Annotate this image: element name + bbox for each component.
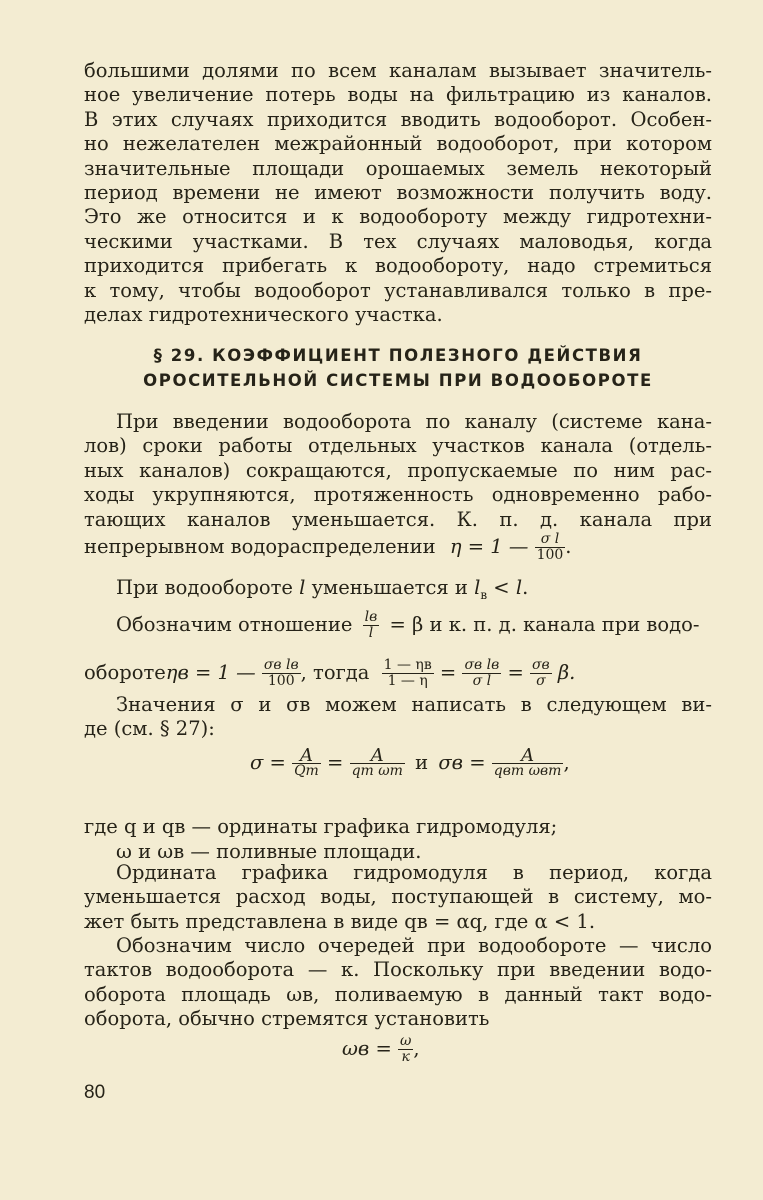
fraction [462, 658, 501, 689]
text-line: де (см. § 27): [84, 717, 215, 741]
formula-end: . [565, 535, 572, 558]
text-line: приходится прибегать к водообороту, надо стремиться [84, 254, 712, 278]
fraction-numerator: A [492, 748, 564, 764]
fraction [530, 658, 552, 689]
subscript: в [480, 587, 488, 602]
relation: < [493, 576, 510, 599]
formula-prefix: обороте [84, 661, 166, 684]
formula-end: , [413, 1037, 420, 1060]
fraction [262, 658, 301, 689]
text-line: период времени не имеют возможности получить воду. [84, 181, 712, 205]
formula-prefix: Обозначим отношение [116, 613, 353, 636]
text-line: ходы укрупняются, протяженность одновременно рабо- [84, 483, 712, 507]
formula-beta [116, 610, 699, 641]
formula-rhs: σв = [438, 751, 486, 774]
fraction-denominator: 100 [267, 673, 295, 689]
text-line: оборота площадь ωв, поливаемую в данный такт водо- [84, 982, 712, 1006]
fraction [350, 745, 405, 779]
paragraph-3 [84, 693, 712, 742]
text-line: Ордината графика гидромодуля в период, когда [116, 861, 712, 884]
formula-sigma [250, 745, 570, 779]
text-line: большими долями по всем каналам вызывает значитель- [84, 59, 712, 82]
fraction-denominator: 1 — η [387, 673, 428, 689]
text-line: но нежелателен межрайонный водооборот, при котором [84, 132, 712, 156]
fraction-denominator: qвm ωвm [493, 763, 562, 779]
text-line: При введении водооборота по каналу (системе кана- [116, 410, 712, 433]
text-line: В этих случаях приходится вводить водооборот. Особен- [84, 107, 712, 131]
fraction-numerator: ω [400, 1033, 412, 1049]
text-line: к тому, чтобы водооборот устанавливался только в пре- [84, 278, 712, 302]
formula-lhs: ηв = 1 — [165, 661, 256, 684]
equals: = [507, 661, 524, 684]
text: При водообороте [116, 576, 293, 599]
fraction-numerator: lв [364, 609, 378, 625]
fraction-numerator: σ l [535, 532, 566, 548]
fraction [292, 745, 321, 779]
symbol-l: l [515, 576, 523, 599]
text: . [522, 576, 529, 599]
page-number: 80 [84, 1082, 106, 1103]
conjunction: и [415, 751, 429, 774]
text-line: жет быть представлена в виде qв = αq, где α < 1. [84, 909, 596, 933]
formula-lhs: η = 1 — [449, 535, 529, 558]
text-line: Значения σ и σв можем написать в следующем ви- [116, 693, 712, 716]
text-line: Обозначим число очередей при водообороте — число [116, 934, 712, 957]
fraction [398, 1034, 413, 1065]
fraction-numerator: A [350, 748, 405, 764]
fraction-numerator: σв lв [263, 657, 299, 673]
formula-end: β. [557, 661, 576, 684]
paragraph-1 [84, 59, 712, 327]
text-line: тающих каналов уменьшается. К. п. д. канала при [84, 507, 712, 531]
text-line: оборота, обычно стремятся установить [84, 1007, 490, 1031]
formula-text: , тогда [300, 661, 370, 684]
paragraph-5 [84, 934, 712, 1032]
symbol-lv: l [474, 576, 481, 599]
text-line: делах гидротехнического участка. [84, 303, 443, 327]
text: уменьшается и [311, 576, 468, 599]
fraction [363, 610, 380, 641]
fraction-denominator: l [368, 625, 374, 641]
fraction [492, 745, 564, 779]
fraction-denominator: к [401, 1049, 410, 1065]
formula-efficiency-rotation [84, 658, 575, 689]
text-line: ное увеличение потерь воды на фильтрацию из каналов. [84, 83, 712, 107]
fraction-numerator: A [292, 748, 321, 764]
fraction-denominator: Qm [294, 763, 319, 779]
formula-end: , [563, 751, 570, 774]
formula-lhs: ωв = [342, 1037, 392, 1060]
text-line: ческими участками. В тех случаях маловодья, когда [84, 229, 712, 253]
formula-prefix: непрерывном водораспределении [84, 535, 436, 558]
formula-efficiency-continuous [84, 532, 572, 563]
paragraph-4 [84, 861, 712, 934]
fraction-denominator: σ l [472, 673, 492, 689]
line-reduced-length [116, 576, 528, 607]
equals: = [439, 661, 457, 684]
fraction-numerator: σв lв [464, 657, 500, 673]
fraction-denominator: σ [536, 673, 546, 689]
fraction-denominator: qm ωm [351, 763, 403, 779]
text-line: ных каналов) сокращаются, пропускаемые по ним рас- [84, 458, 712, 482]
heading-line-2: ОРОСИТЕЛЬНОЙ СИСТЕМЫ ПРИ ВОДООБОРОТЕ [143, 371, 653, 390]
heading-line-1: § 29. КОЭФФИЦИЕНТ ПОЛЕЗНОГО ДЕЙСТВИЯ [153, 346, 643, 365]
section-heading [84, 343, 712, 393]
text-line: тактов водооборота — к. Поскольку при введении водо- [84, 958, 712, 982]
equals: = [327, 751, 344, 774]
definition-areas: ω и ωв — поливные площади. [116, 840, 422, 863]
fraction-denominator: 100 [536, 547, 564, 563]
text-line: Это же относится и к водообороту между гидротехни- [84, 205, 712, 229]
fraction-numerator: σв [531, 657, 550, 673]
text-line: лов) сроки работы отдельных участков канала (отдель- [84, 434, 712, 458]
fraction-numerator: 1 — ηв [383, 657, 432, 673]
definition-ordinates: где q и qв — ординаты графика гидромодуля; [84, 815, 558, 838]
text-line: значительные площади орошаемых земель некоторый [84, 156, 712, 180]
formula-rest: = β и к. п. д. канала при водо- [389, 613, 700, 636]
paragraph-2 [84, 410, 712, 532]
formula-omega [342, 1034, 420, 1065]
fraction [535, 532, 566, 563]
fraction [382, 658, 434, 689]
formula-lhs: σ = [250, 751, 286, 774]
symbol-l: l [299, 576, 306, 599]
text-line: уменьшается расход воды, поступающей в систему, мо- [84, 885, 712, 909]
